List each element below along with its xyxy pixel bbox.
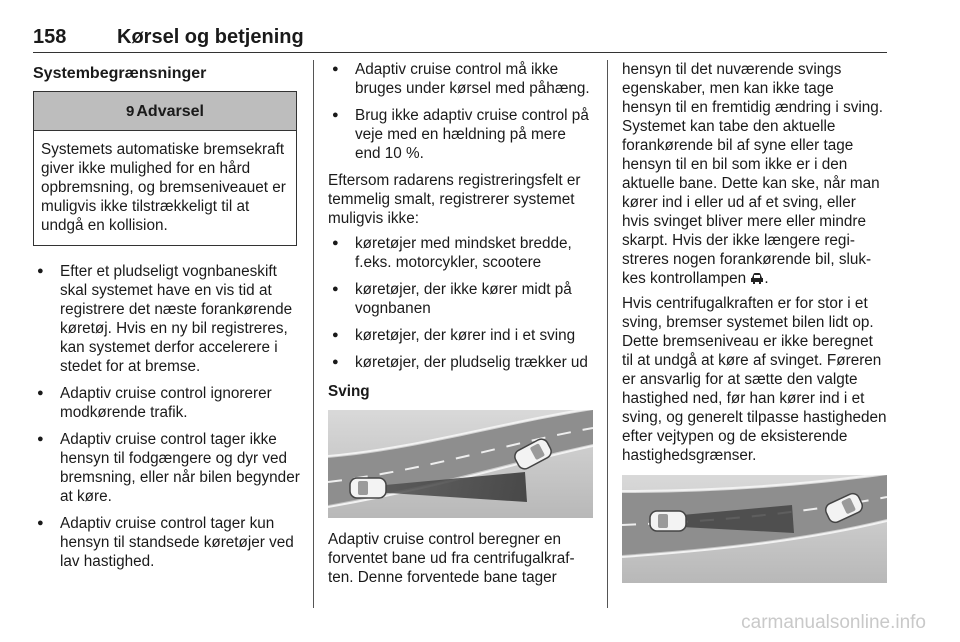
paragraph-text: hensyn til det nuværende svings egenskaber, men kan ikke tage hensyn til en fremtidig ændring i sving. Systemet kan tabe den aktuelle forankørende bil af syne eller tage hensyn til en bil som ikke er i den aktuelle bane. Dette kan ske, når man kører ind i eller ud af et sving, eller hvis svinget bliver mere eller mindre skarpt. Hvis der ikke længere registreres nogen forankørende bil, slukkes kontrollampen xyxy=(622,61,884,287)
subheading: Sving xyxy=(328,383,370,400)
column-divider xyxy=(607,60,608,608)
list-item: ● Brug ikke adaptiv cruise control på veje med en hældning på mere end 10 %. xyxy=(328,106,593,163)
column-right xyxy=(622,60,887,595)
list-item: ● køretøjer, der kører ind i et sving xyxy=(328,326,593,345)
header-divider xyxy=(33,52,887,53)
column-divider xyxy=(313,60,314,608)
limitations-list xyxy=(33,262,301,571)
own-car-icon xyxy=(350,478,386,498)
warning-title: Advarsel xyxy=(136,102,204,120)
paragraph xyxy=(622,60,887,288)
vehicle-ahead-lamp-icon xyxy=(750,272,764,285)
list-item: ● Efter et pludseligt vognbaneskift skal systemet have en vis tid at registrere det næste forankørende køretøj. Hvis en ny bil registreres, kan systemet derfor accelerere i stedet for at bremse. xyxy=(33,262,301,376)
warning-text: Systemets automatiske bremsekraft giver ikke mulighed for en hård opbremsning, og bremseniveauet er muligvis ikke tilstrækkeligt til at undgå en kollision. xyxy=(41,141,286,234)
list-item: ● Adaptiv cruise control tager ikke hensyn til fodgængere og dyr ved bremsning, eller når bilen begynder at køre. xyxy=(33,430,301,506)
curve-illustration xyxy=(328,410,593,518)
section-title: Systembegrænsninger xyxy=(33,65,207,82)
watermark: carmanualsonline.info xyxy=(741,612,926,633)
paragraph: Adaptiv cruise control beregner en forventet bane ud fra centrifugalkraften. Denne forventede bane tager xyxy=(328,531,575,586)
column-left xyxy=(33,60,301,579)
page-number: 158 xyxy=(33,26,67,48)
list-item: ● Adaptiv cruise control tager kun hensyn til standsede køretøjer ved lav hastighed. xyxy=(33,514,301,571)
curve-illustration xyxy=(622,475,887,583)
detection-list xyxy=(328,234,593,372)
list-item: ● køretøjer, der ikke kører midt på vognbanen xyxy=(328,280,593,318)
warning-triangle-icon: 9 xyxy=(126,102,135,120)
warning-box xyxy=(33,91,297,246)
paragraph-text: . xyxy=(764,270,769,287)
warning-header xyxy=(34,92,296,131)
list-item: ● køretøjer med mindsket bredde, f.eks. motorcykler, scootere xyxy=(328,234,593,272)
page-header xyxy=(33,26,887,52)
paragraph: Hvis centrifugalkraften er for stor i et sving, bremser systemet bilen lidt op. Dette bremseniveau er ikke beregnet til at undgå at køre af svinget. Føreren er ansvarlig for at sætte den valgte hastighed ned, før han kører ind i et sving, og generelt tilpasse hastigheden efter vejtypen og de eksisterende hastighedsgrænser. xyxy=(622,295,887,464)
list-item: ● køretøjer, der pludselig trækker ud xyxy=(328,353,593,372)
column-middle xyxy=(328,60,593,593)
paragraph: Eftersom radarens registreringsfelt er temmelig smalt, registrerer systemet muligvis ikke: xyxy=(328,172,581,227)
list-item: ● Adaptiv cruise control ignorerer modkørende trafik. xyxy=(33,384,301,422)
usage-list xyxy=(328,60,593,163)
chapter-title: Kørsel og betjening xyxy=(117,26,304,48)
own-car-icon xyxy=(650,511,686,531)
list-item: ● Adaptiv cruise control må ikke bruges under kørsel med påhæng. xyxy=(328,60,593,98)
